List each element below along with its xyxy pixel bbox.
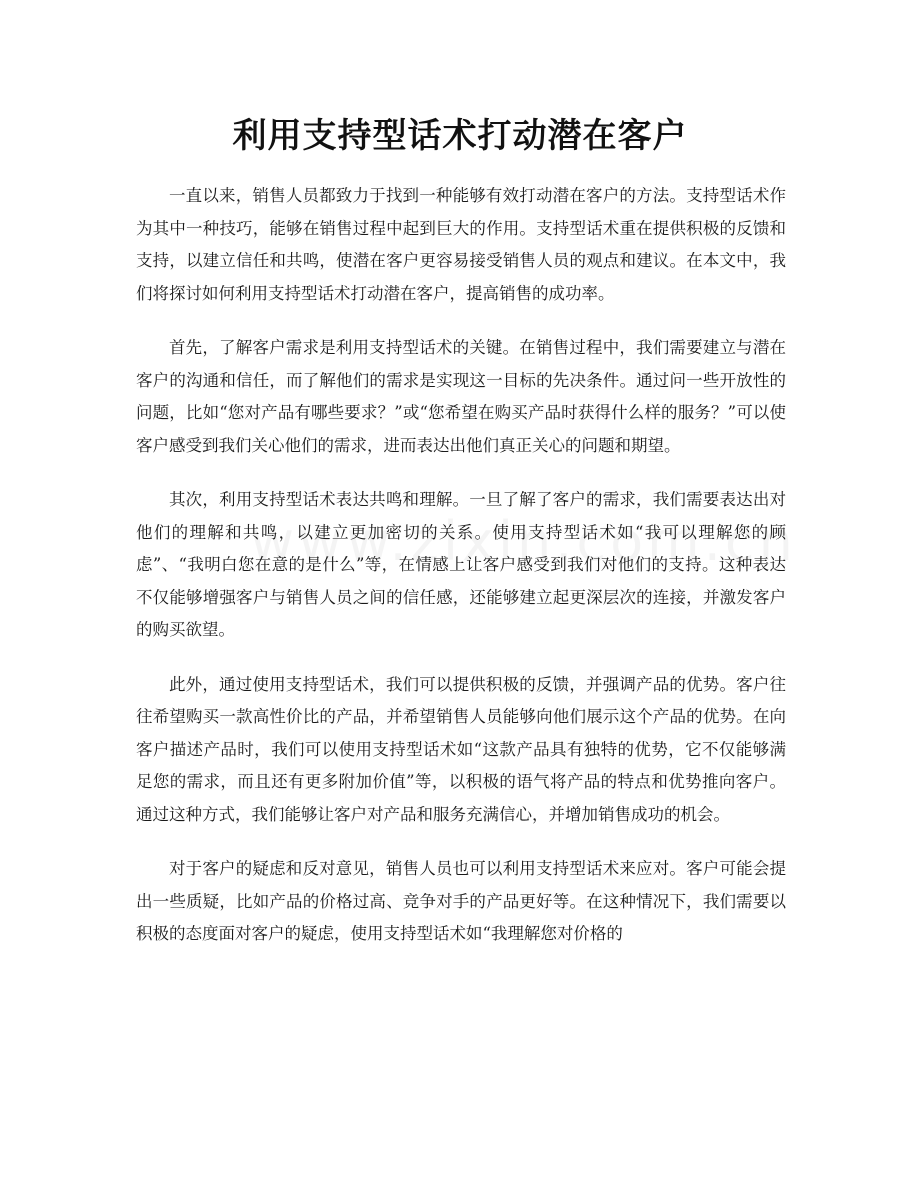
paragraph-4: 此外，通过使用支持型话术，我们可以提供积极的反馈，并强调产品的优势。客户往往希望购买一款高性价比的产品，并希望销售人员能够向他们展示这个产品的优势。在向客户描述产品时，我们可以使用支持型话术如“这款产品具有独特的优势，它不仅能够满足您的需求，而且还有更多附加价值”等，以积极的语气将产品的特点和优势推向客户。通过这种方式，我们能够让客户对产品和服务充满信心，并增加销售成功的机会。: [136, 674, 786, 824]
paragraph-5: 对于客户的疑虑和反对意见，销售人员也可以利用支持型话术来应对。客户可能会提出一些质疑，比如产品的价格过高、竞争对手的产品更好等。在这种情况下，我们需要以积极的态度面对客户的疑虑，使用支持型话术如“我理解您对价格的: [136, 859, 786, 943]
document-title: 利用支持型话术打动潜在客户: [232, 116, 688, 156]
paragraph-3: 其次，利用支持型话术表达共鸣和理解。一旦了解了客户的需求，我们需要表达出对他们的理解和共鸣，以建立更加密切的关系。使用支持型话术如“我可以理解您的顾虑”、“我明白您在意的是什么”等，在情感上让客户感受到我们对他们的支持。这种表达不仅能够增强客户与销售人员之间的信任感，还能够建立起更深层次的连接，并激发客户的购买欲望。: [136, 490, 786, 639]
paragraph-2: 首先，了解客户需求是利用支持型话术的关键。在销售过程中，我们需要建立与潜在客户的沟通和信任，而了解他们的需求是实现这一目标的先决条件。通过问一些开放性的问题，比如“您对产品有哪些要求？”或“您希望在购买产品时获得什么样的服务？”可以使客户感受到我们关心他们的需求，进而表达出他们真正关心的问题和期望。: [136, 338, 786, 455]
document-body: [136, 180, 786, 973]
paragraph-1: 一直以来，销售人员都致力于找到一种能够有效打动潜在客户的方法。支持型话术作为其中一种技巧，能够在销售过程中起到巨大的作用。支持型话术重在提供积极的反馈和支持，以建立信任和共鸣，使潜在客户更容易接受销售人员的观点和建议。在本文中，我们将探讨如何利用支持型话术打动潜在客户，提高销售的成功率。: [136, 186, 786, 303]
